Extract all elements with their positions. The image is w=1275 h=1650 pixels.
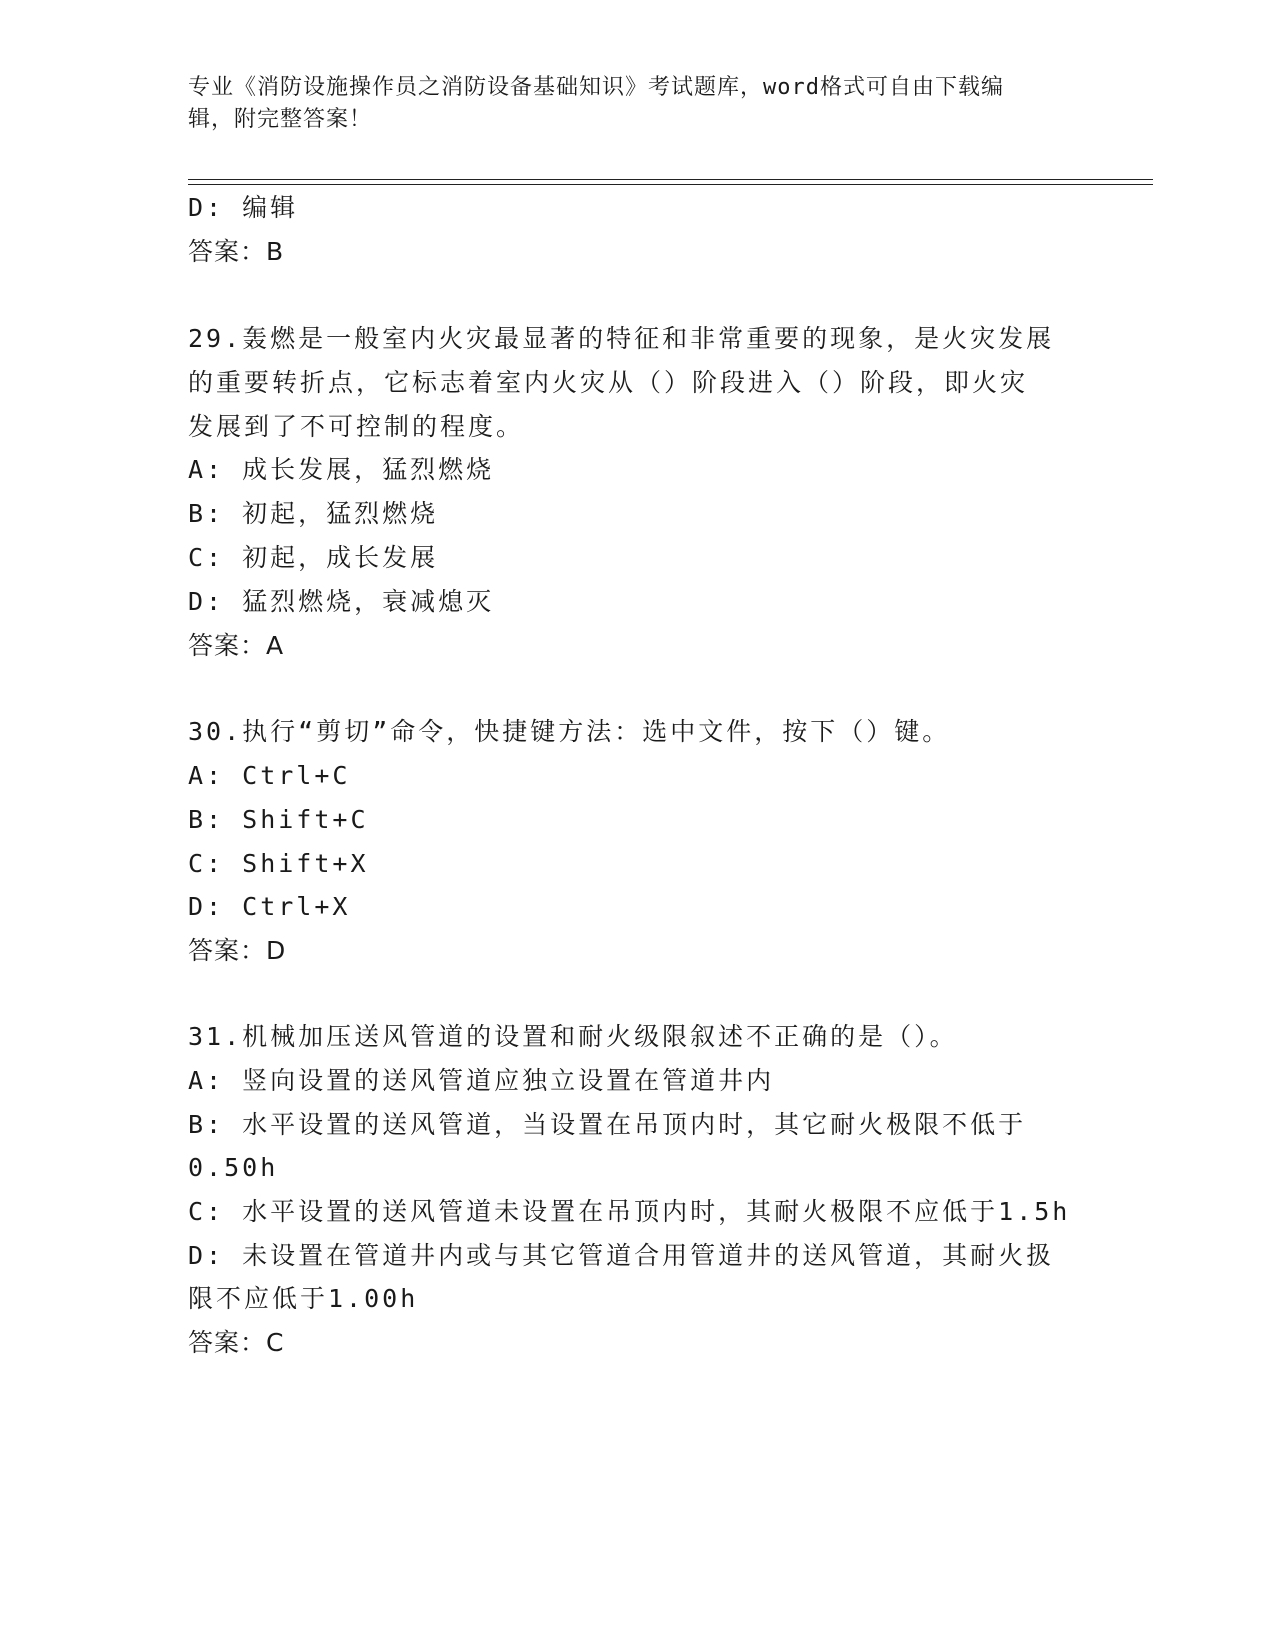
q30-option-c: C: Shift+X bbox=[188, 849, 369, 878]
q30-option-b: B: Shift+C bbox=[188, 805, 369, 834]
q31-answer: 答案：C bbox=[188, 1328, 285, 1357]
q31-stem-line-1: 31.机械加压送风管道的设置和耐火级限叙述不正确的是（）。 bbox=[188, 1022, 958, 1051]
q30-stem-line-1: 30.执行“剪切”命令，快捷键方法：选中文件，按下（）键。 bbox=[188, 717, 951, 746]
q29-answer: 答案：A bbox=[188, 631, 285, 660]
header-line-1: 专业《消防设施操作员之消防设备基础知识》考试题库，word格式可自由下载编 bbox=[188, 75, 1004, 100]
q29-option-d: D: 猛烈燃烧，衰减熄灭 bbox=[188, 587, 495, 616]
q29-option-a: A: 成长发展，猛烈燃烧 bbox=[188, 455, 495, 484]
q31-option-d-line-1: D: 未设置在管道井内或与其它管道合用管道井的送风管道，其耐火扱 bbox=[188, 1241, 1055, 1270]
document-header bbox=[188, 72, 1088, 136]
q31-option-b-line-1: B: 水平设置的送风管道，当设置在吊顶内时，其它耐火极限不低于 bbox=[188, 1110, 1027, 1139]
prev-answer: 答案：B bbox=[188, 237, 285, 266]
q29-option-c: C: 初起，成长发展 bbox=[188, 543, 439, 572]
q31-option-d-line-2: 限不应低于1.00h bbox=[188, 1284, 419, 1313]
q31-option-b-line-2: 0.50h bbox=[188, 1153, 279, 1182]
q29-option-b: B: 初起，猛烈燃烧 bbox=[188, 499, 439, 528]
q29-stem-line-2: 的重要转折点，它标志着室内火灾从（）阶段进入（）阶段，即火灾 bbox=[188, 368, 1029, 397]
header-line-2: 辑，附完整答案！ bbox=[188, 107, 373, 132]
q29-stem-line-3: 发展到了不可控制的程度。 bbox=[188, 412, 525, 441]
q31-option-c: C: 水平设置的送风管道未设置在吊顶内时，其耐火极限不应低于1.5h bbox=[188, 1197, 1071, 1226]
prev-option-d: D: 编辑 bbox=[188, 193, 299, 222]
header-divider-top bbox=[188, 179, 1153, 180]
q30-option-a: A: Ctrl+C bbox=[188, 761, 351, 790]
q31-option-a: A: 竖向设置的送风管道应独立设置在管道井内 bbox=[188, 1066, 775, 1095]
q29-stem-line-1: 29.轰燃是一般室内火灾最显著的特征和非常重要的现象，是火灾发展 bbox=[188, 324, 1055, 353]
header-divider-bottom bbox=[188, 184, 1153, 185]
q30-answer: 答案：D bbox=[188, 936, 287, 965]
q30-option-d: D: Ctrl+X bbox=[188, 892, 351, 921]
